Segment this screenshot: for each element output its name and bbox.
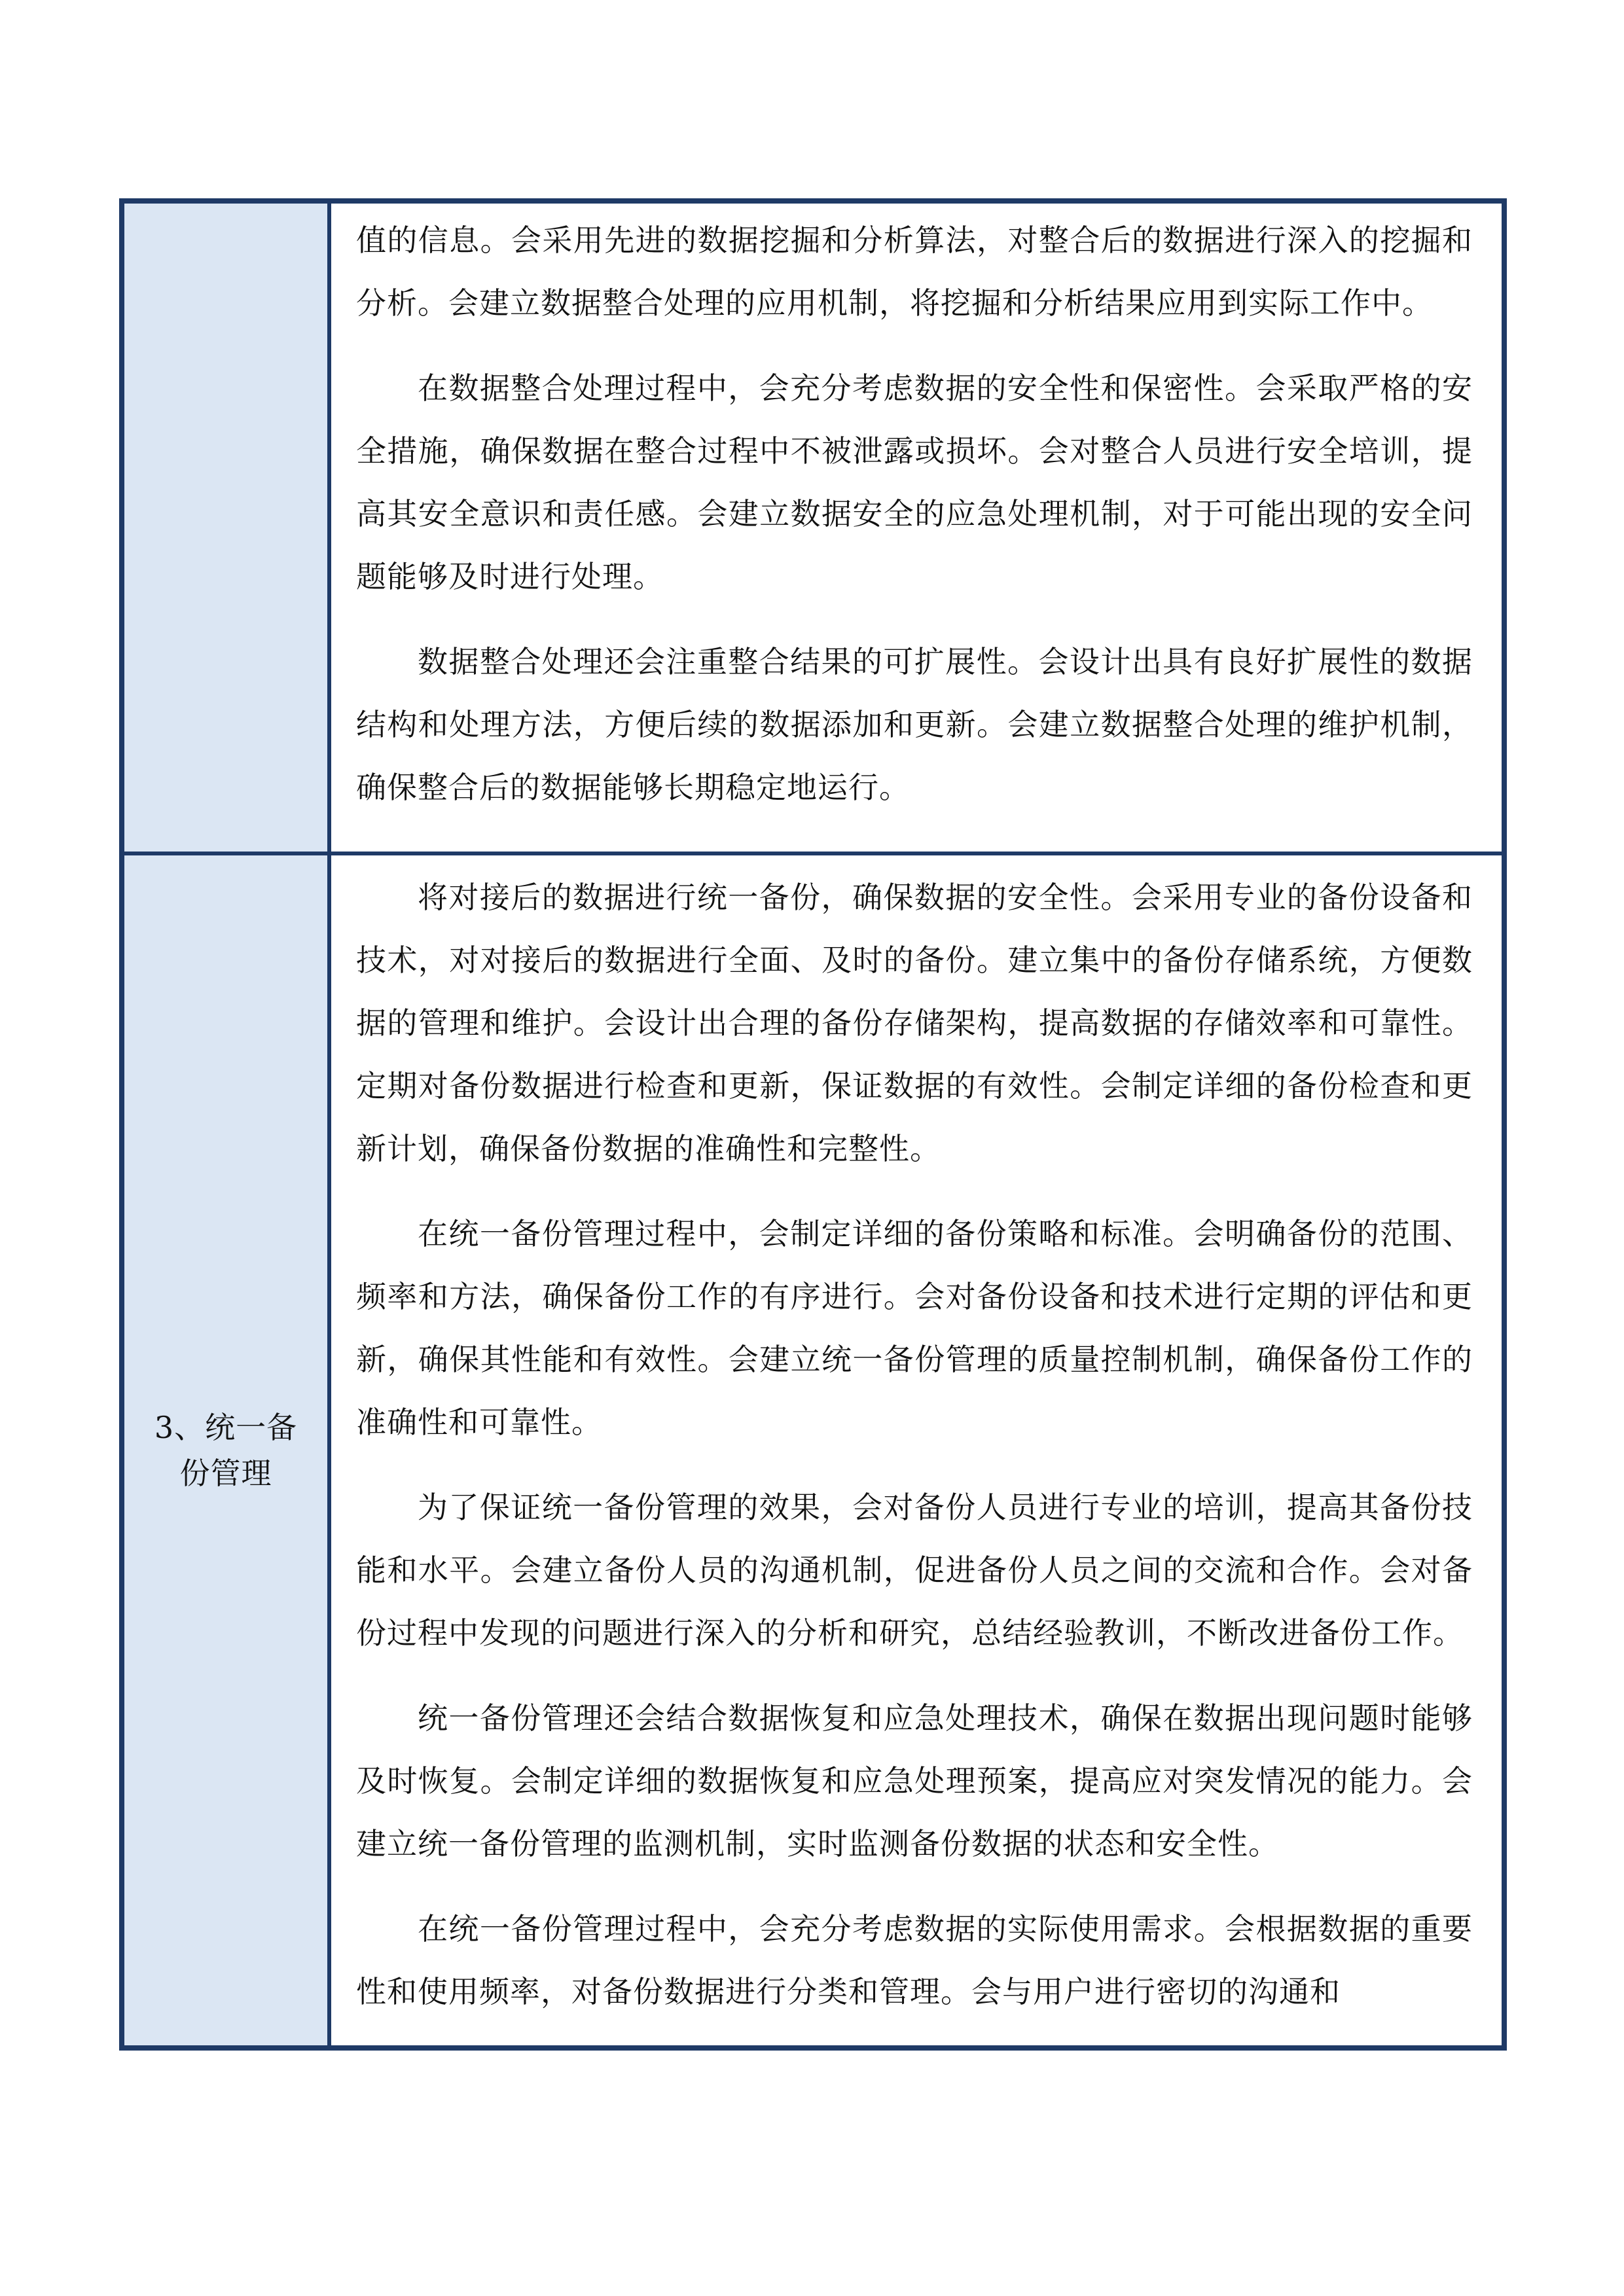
- paragraph: 值的信息。会采用先进的数据挖掘和分析算法，对整合后的数据进行深入的挖掘和分析。会建立数据整合处理的应用机制，将挖掘和分析结果应用到实际工作中。: [356, 223, 1473, 321]
- paragraph: 为了保证统一备份管理的效果，会对备份人员进行专业的培训，提高其备份技能和水平。会建立备份人员的沟通机制，促进备份人员之间的交流和合作。会对备份过程中发现的问题进行深入的分析和研究，总结经验教训，不断改进备份工作。: [356, 1490, 1473, 1651]
- paragraph: 统一备份管理还会结合数据恢复和应急处理技术，确保在数据出现问题时能够及时恢复。会制定详细的数据恢复和应急处理预案，提高应对突发情况的能力。会建立统一备份管理的监测机制，实时监测备份数据的状态和安全性。: [356, 1700, 1473, 1861]
- paragraph: 在统一备份管理过程中，会制定详细的备份策略和标准。会明确备份的范围、频率和方法，确保备份工作的有序进行。会对备份设备和技术进行定期的评估和更新，确保其性能和有效性。会建立统一备份管理的质量控制机制，确保备份工作的准确性和可靠性。: [356, 1216, 1473, 1440]
- content-table: [119, 198, 1507, 2051]
- table-row: [124, 204, 1502, 855]
- row-label-cell: [124, 204, 331, 852]
- row-label: 3、统一备份管理: [154, 1410, 298, 1491]
- paragraph: 在数据整合处理过程中，会充分考虑数据的安全性和保密性。会采取严格的安全措施，确保数据在整合过程中不被泄露或损坏。会对整合人员进行安全培训，提高其安全意识和责任感。会建立数据安全的应急处理机制，对于可能出现的安全问题能够及时进行处理。: [356, 370, 1473, 594]
- table-row: [124, 855, 1502, 2045]
- row-content-cell: [331, 204, 1502, 852]
- row-content-cell: [331, 855, 1502, 2045]
- paragraph: 数据整合处理还会注重整合结果的可扩展性。会设计出具有良好扩展性的数据结构和处理方法，方便后续的数据添加和更新。会建立数据整合处理的维护机制，确保整合后的数据能够长期稳定地运行。: [356, 644, 1473, 805]
- paragraph: 将对接后的数据进行统一备份，确保数据的安全性。会采用专业的备份设备和技术，对对接后的数据进行全面、及时的备份。建立集中的备份存储系统，方便数据的管理和维护。会设计出合理的备份存储架构，提高数据的存储效率和可靠性。定期对备份数据进行检查和更新，保证数据的有效性。会制定详细的备份检查和更新计划，确保备份数据的准确性和完整性。: [356, 880, 1473, 1166]
- row-label-cell: [124, 855, 331, 2045]
- paragraph: 在统一备份管理过程中，会充分考虑数据的实际使用需求。会根据数据的重要性和使用频率，对备份数据进行分类和管理。会与用户进行密切的沟通和: [356, 1911, 1473, 2009]
